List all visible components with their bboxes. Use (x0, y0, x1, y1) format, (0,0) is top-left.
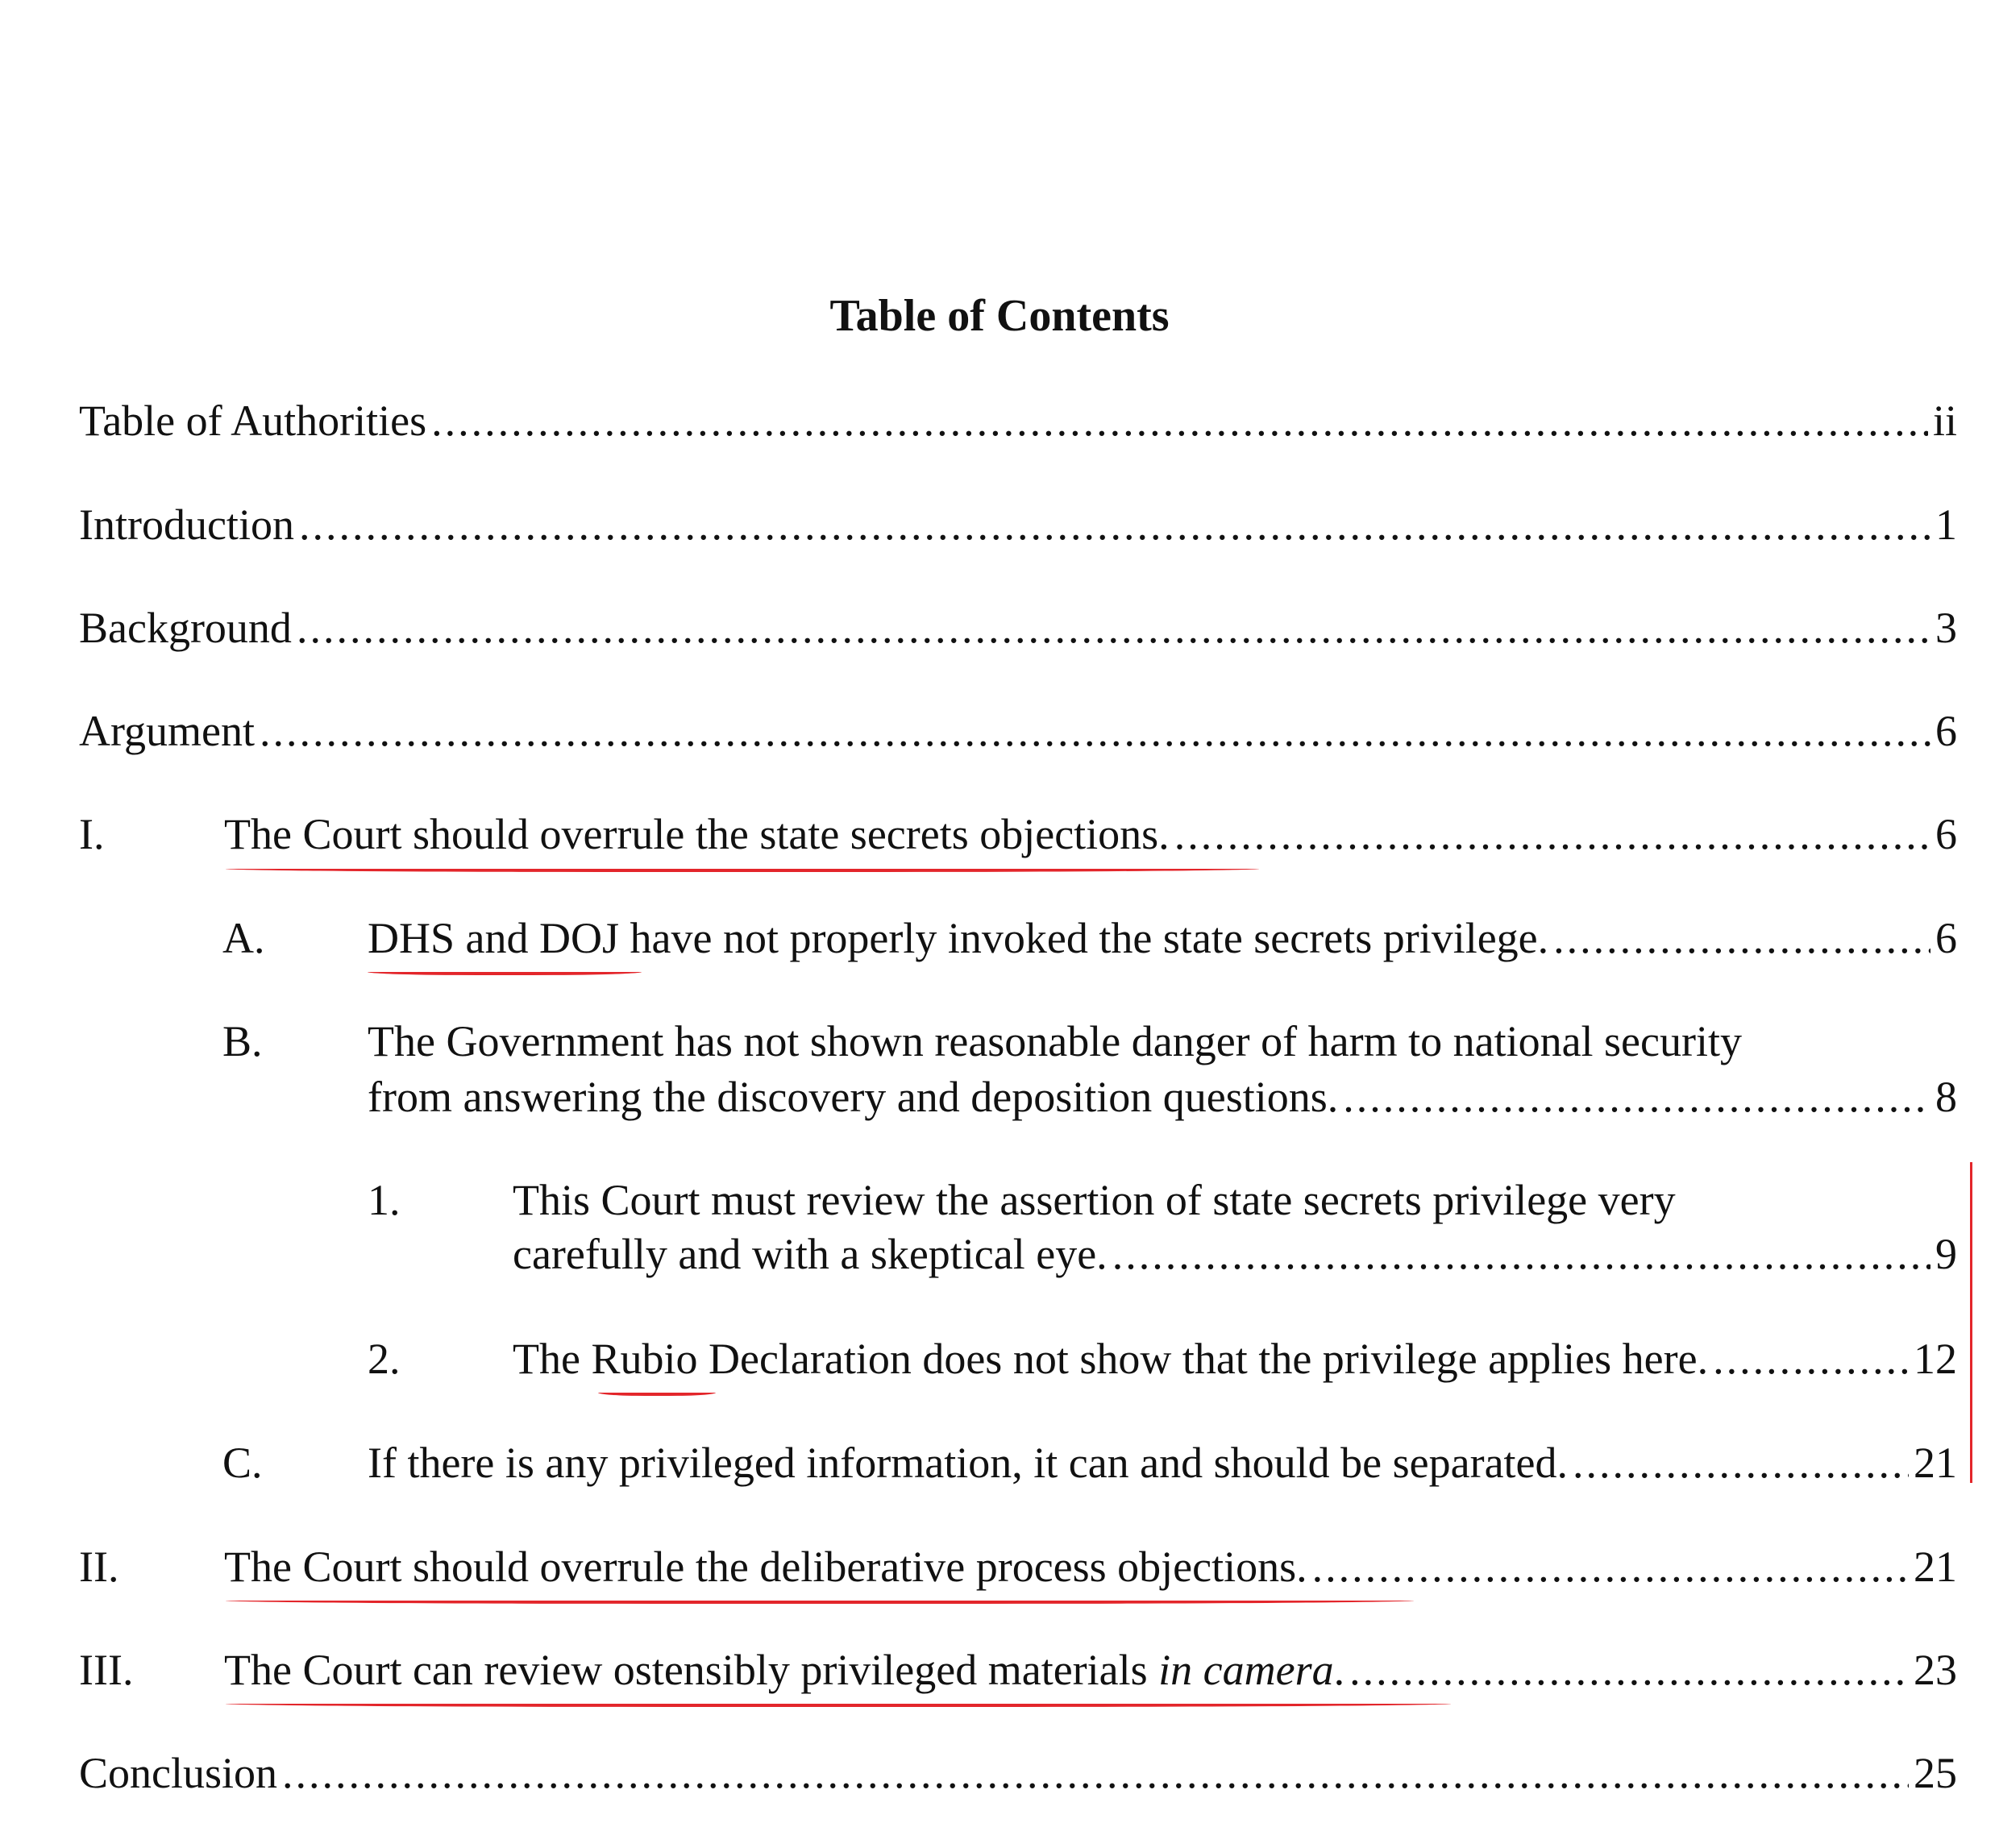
dot-leader (1174, 807, 1930, 862)
red-underline-annotation (598, 1385, 716, 1396)
toc-entry-label-part: . (1333, 1646, 1345, 1694)
toc-page-number: 25 (1914, 1749, 1957, 1797)
toc-entry-section-i-b-line1[interactable]: The Government has not shown reasonable danger of harm to national security (368, 1017, 1742, 1065)
toc-page-number: 3 (1935, 604, 1957, 652)
toc-page-number: 12 (1914, 1335, 1957, 1383)
red-underline-annotation (226, 1591, 1414, 1604)
dot-leader (260, 704, 1930, 758)
toc-page-number: ii (1932, 397, 1957, 445)
toc-entry-section-i-b[interactable] (368, 1069, 1957, 1124)
dot-leader (297, 600, 1930, 655)
toc-section-number: A. (222, 914, 265, 962)
red-margin-line-annotation (1970, 1162, 1972, 1483)
toc-entry-label: If there is any privileged information, it can and should be separated. (368, 1439, 1569, 1487)
dot-leader (1112, 1227, 1930, 1281)
toc-entry-label (224, 1642, 1344, 1697)
toc-section-number: B. (222, 1017, 263, 1065)
dot-leader (282, 1746, 1909, 1800)
toc-page-number: 6 (1935, 707, 1957, 755)
dot-leader (1349, 1642, 1909, 1697)
toc-section-number: III. (79, 1646, 134, 1694)
toc-entry-label: The Court should overrule the deliberative process objections. (224, 1543, 1307, 1591)
toc-entry-label-part: DHS and DOJ (368, 914, 620, 962)
toc-entry-label: Introduction (79, 500, 294, 549)
dot-leader (299, 497, 1930, 552)
toc-entry-label: Background (79, 604, 292, 652)
toc-entry-argument[interactable] (79, 704, 1957, 758)
dot-leader (1312, 1539, 1909, 1594)
toc-page-number: 23 (1914, 1646, 1957, 1694)
toc-entry-section-i[interactable] (224, 807, 1957, 862)
toc-entry-background[interactable] (79, 600, 1957, 655)
toc-entry-section-i-a[interactable] (368, 911, 1957, 966)
toc-entry-label: carefully and with a skeptical eye. (513, 1230, 1108, 1278)
toc-entry-label-part: The (513, 1335, 592, 1383)
toc-entry-label: from answering the discovery and deposition questions. (368, 1073, 1339, 1121)
toc-entry-section-i-b-2[interactable] (513, 1331, 1957, 1386)
toc-entry-label-part: The Court can review ostensibly privileged materials (224, 1646, 1159, 1694)
toc-page-number: 9 (1935, 1230, 1957, 1278)
toc-entry-conclusion[interactable] (79, 1746, 1957, 1800)
toc-section-number: II. (79, 1543, 119, 1591)
toc-section-number: 2. (368, 1335, 401, 1383)
dot-leader (1553, 911, 1930, 966)
toc-page-number: 8 (1935, 1073, 1957, 1121)
toc-entry-label-italic: in camera (1158, 1646, 1334, 1694)
page-title: Table of Contents (829, 291, 1170, 341)
toc-entry-label-part: have not properly invoked the state secrets privilege. (619, 914, 1549, 962)
toc-entry-section-i-b-1[interactable] (513, 1227, 1957, 1281)
dot-leader (431, 393, 1928, 448)
toc-entry-table-of-authorities[interactable] (79, 393, 1957, 448)
toc-page-number: 6 (1935, 914, 1957, 962)
dot-leader (1713, 1331, 1909, 1386)
toc-entry-section-i-c[interactable] (368, 1435, 1957, 1490)
toc-section-number: 1. (368, 1176, 401, 1224)
toc-entry-section-i-b-1-line1[interactable]: This Court must review the assertion of state secrets privilege very (513, 1176, 1676, 1224)
toc-entry-section-ii[interactable] (224, 1539, 1957, 1594)
toc-entry-label (368, 911, 1548, 966)
toc-entry-label-part: Rubio (591, 1335, 698, 1383)
dot-leader (1343, 1069, 1930, 1124)
toc-page-number: 21 (1914, 1543, 1957, 1591)
toc-entry-section-iii[interactable] (224, 1642, 1957, 1697)
toc-entry-label: The Court should overrule the state secrets objections. (224, 810, 1170, 858)
toc-page-number: 1 (1935, 500, 1957, 549)
toc-entry-label-part: Declaration does not show that the privilege applies here. (697, 1335, 1709, 1383)
toc-page-number: 6 (1935, 810, 1957, 858)
red-underline-annotation (368, 964, 642, 975)
dot-leader (1573, 1435, 1909, 1490)
toc-entry-label: Table of Authorities (79, 397, 427, 445)
red-underline-annotation (226, 1694, 1451, 1707)
red-underline-annotation (226, 859, 1259, 872)
toc-section-number: C. (222, 1439, 263, 1487)
toc-entry-label (513, 1331, 1708, 1386)
toc-entry-introduction[interactable] (79, 497, 1957, 552)
toc-page-number: 21 (1914, 1439, 1957, 1487)
toc-section-number: I. (79, 810, 105, 858)
toc-entry-label: Conclusion (79, 1749, 278, 1797)
toc-entry-label: Argument (79, 707, 255, 755)
